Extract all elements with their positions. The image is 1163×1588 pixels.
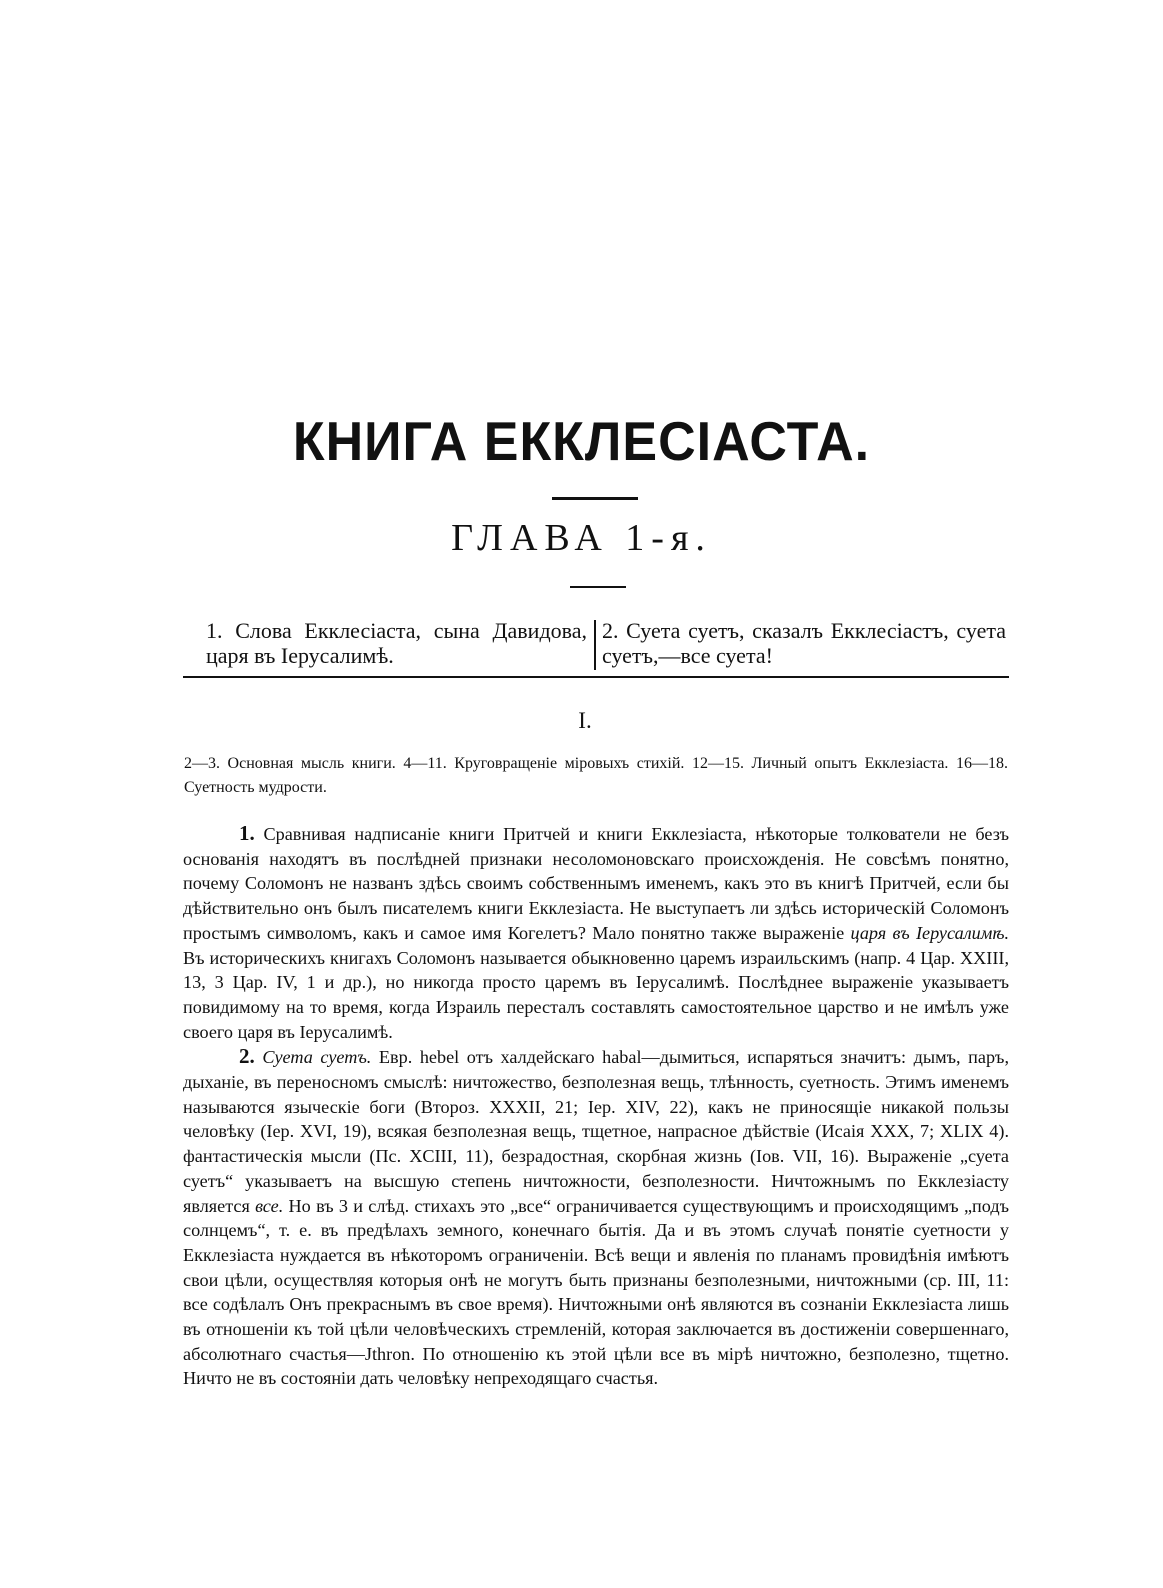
commentary-paragraph [183,821,1009,1044]
commentary-body [183,821,1009,1391]
book-title: КНИГА ЕККЛЕСІАСТА. [292,411,871,473]
verse-1-text: 1. Слова Екклесіаста, сына Давидова, царя въ Іерусалимѣ. [206,618,587,668]
chapter-divider [570,586,626,588]
verse-number: 2. [239,1044,255,1069]
italic-phrase: Суета суетъ. [262,1047,372,1068]
commentary-text: Но въ 3 и слѣд. стихахъ это „все“ ограничивается существующимъ и происходящимъ „подъ солнцемъ“, т. е. въ предѣлахъ земного, конечнаго бытія. Да и въ этомъ случаѣ понятіе суетности у Екклезіаста нуждается въ нѣкоторомъ ограниченіи. Всѣ вещи и явленія по планамъ провидѣнія имѣютъ свои цѣли, осуществляя которыя онѣ не могутъ быть признаны безполезными, ничтожными (ср. III, 11: все содѣлалъ Онъ прекраснымъ въ свое время). Ничтожными онѣ являются въ сознаніи Екклезіаста лишь въ отношеніи къ той цѣли человѣческихъ стремленій, которая заключается въ достиженіи совершеннаго, абсолютнаго счастья—Jthron. По отношенію къ этой цѣли все въ мірѣ ничтожно, безполезно, тщетно. Ничто не въ состояніи дать человѣку непреходящаго счастья. [183,1195,1009,1389]
section-summary: 2—3. Основная мысль книги. 4—11. Круговращеніе міровыхъ стихій. 12—15. Личный опытъ Екклезіаста. 16—18. Суетность мудрости. [184,755,1008,796]
commentary-paragraph [183,1044,1009,1391]
commentary-text: Евр. hebel отъ халдейскаго habal—дымиться, испаряться значитъ: дымъ, паръ, дыханіе, въ переносномъ смыслѣ: ничтожество, безполезная вещь, тлѣнность, суетность. Этимъ именемъ называются языческіе боги (Второз. XXXII, 21; Іер. XIV, 22), какъ не приносящіе никакой пользы человѣку (Іер. XVI, 19), всякая безполезная вещь, тщетное, напрасное дѣйствіе (Исаія XXX, 7; XLIX 4). фантастическія мысли (Пс. XCIII, 11), безрадостная, скорбная жизнь (Іов. VII, 16). Выраженіе „суета суетъ“ указываетъ на высшую степень ничтожности, безполезности. Ничтожнымъ по Екклезіасту является [183,1047,1010,1216]
italic-phrase: все. [255,1195,284,1216]
verses-divider [183,676,1009,678]
section-number: I. [578,708,592,733]
title-divider [552,497,638,500]
verse-number: 1. [239,821,255,845]
column-divider [594,620,596,670]
italic-phrase: царя въ Іерусалимѣ. [850,922,1010,943]
scripture-verses [184,618,1006,672]
verse-2-text: 2. Суета суетъ, сказалъ Екклесіастъ, суета суетъ,—все суета! [602,618,1006,668]
chapter-heading: ГЛАВА 1-я. [451,517,712,559]
commentary-text: Въ историческихъ книгахъ Соломонъ называется обыкновенно царемъ израильскимъ (напр. 4 Цар. XXIII, 13, 3 Цар. IV, 1 и др.), но никогда просто царемъ въ Іерусалимѣ. Послѣднее выраженіе указываетъ повидимому на то время, когда Израиль пересталъ составлять самостоятельное царство и не имѣлъ уже своего царя въ Іерусалимѣ. [183,947,1009,1042]
commentary-text: Сравнивая надписаніе книги Притчей и книги Екклезіаста, нѣкоторые толкователи не безъ основанія находятъ въ послѣдней признаки несоломоновскаго происхожденія. Не совсѣмъ понятно, почему Соломонъ не названъ здѣсь своимъ собственнымъ именемъ, какъ это въ книгѣ Притчей, если бы дѣйствительно онъ былъ писателемъ книги Екклезіаста. Не выступаетъ ли здѣсь историческій Соломонъ простымъ символомъ, какъ и самое имя Когелетъ? Мало понятно также выраженіе [183,824,1009,943]
